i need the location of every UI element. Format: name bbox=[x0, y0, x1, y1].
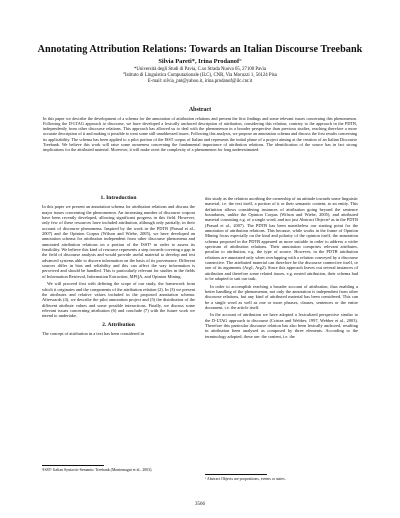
intro-paragraph-1: In this paper we present an annotation schema for attribution relations and discuss the major issues concerning the phenomenon. An increasing number of discourse corpora have been recently developed, allowing significant progress in this field. However, only few of these resources have included attribution, although only partially, in their account of discourse phenomena. Inspired by the work in the PDTB (Prasad et al., 2007) and the Opinion Corpus (Wilson and Wiebe, 2005), we have developed an annotation schema for attribution independent from other discourse phenomena and annotated attribution relations on a portion of the ISST¹ in order to assess its feasibility. We believe this kind of resource represents a step towards covering a gap in the field of discourse analysis and would provide useful material to develop and test advanced systems able to discern information on the basis of its provenance. Different sources differ in bias and reliability and this can affect the way information is perceived and should be handled. This is particularly relevant for studies in the fields of Information Retrieval, Information Extraction, MPQA, and Opinion Mining. bbox=[42, 204, 195, 279]
affiliation-1: *Università degli Studi di Pavia, C.so Strada Nuova 65, 27100 Pavia bbox=[133, 67, 267, 72]
attribution-paragraph-2: this study as the relation ascribing the ownership of an attitude towards some linguistic material, i.e. the text itself, a portion of it or their semantic content, to an entity. This definition allows considering instances of attribution going beyond the sentence boundaries, unlike the Opinion Corpus (Wilson and Wiebe, 2005), and attributed material consisting e.g. of a single word, and not just Abstract Objects² as in the PDTB (Prasad et al., 2007). The PDTB has been nonetheless our starting point for the annotation of attribution relations. This because, while works in the frame of Opinion Mining focus especially on the kind and polarity of the opinion itself, the annotation schema proposed in the PDTB appeared as more suitable in order to address a wider spectrum of attribution relations. Their annotation comprises relevant attributes, peculiar to attribution, e.g. the type of source. However, in the PDTB attribution relations are annotated only when overlapping with a relation conveyed by a discourse connective. The attributed material can therefore be the discourse connective itself, or one of its arguments (Arg1, Arg2). Since this approach leaves out several instances of attribution and therefore some related issues, e.g. nested attribution, their schema had to be adapted to suit our task. bbox=[205, 196, 358, 282]
abstract-text: In this paper we describe the development of a schema for the annotation of attribution relations and present the first findings and some relevant issues concerning this phenomenon. Following the D-LTAG approach to discourse, we have developed a lexically anchored description of attribution, considering this relation, contrary to the approach in the PDTB, independently from other discourse relations. This approach has allowed us to deal with the phenomenon in a broader perspective than previous studies, reaching therefore a more accurate description of it and making it possible to treat some still unaddressed issues. Following this analysis, we propose an annotation schema and discuss the first results concerning its applicability. The schema has been applied to a pilot portion of the ISST corpus of Italian and represents the initial phase of a project aiming at the creation of an Italian Discourse Treebank. We believe this work will raise some awareness concerning the fundamental importance of attribution relations. The identification of the source has in fact strong implications for the attributed material. Moreover, it will make overt the complexity of a phenomenon for long underestimated. bbox=[43, 116, 357, 152]
affiliation-2: °Istituto di Linguistica Computazionale (ILC), CNR, Via Moruzzi 1, 56124 Pisa bbox=[123, 73, 277, 78]
attribution-paragraph-4: In the account of attribution we have adopted a lexicalized perspective similar to the D-LTAG approach to discourse (Cristea and Webber, 1997, Webber et al., 2003). Therefore this particular discourse relation has also been lexically anchored, resulting in attribution been analysed as composed by three elements. According to the terminology adopted, these are: the content, i.e. the bbox=[205, 312, 358, 339]
attribution-paragraph-3: In order to accomplish reaching a broader account of attribution, thus enabling a better handling of the phenomenon, not only the annotation is independent from other discourse relations, but any kind of attributed material has been considered. This can be a single word as well as one or more phrases, clauses, sentences or the entire document, i.e. the article itself. bbox=[205, 283, 358, 310]
left-column bbox=[42, 196, 195, 338]
right-column bbox=[205, 196, 358, 341]
paper-authors: Silvia Pareti*, Irina Prodanof° bbox=[158, 58, 242, 65]
footnote-rule-left bbox=[42, 465, 104, 466]
attribution-paragraph-1: The concept of attribution in a text has been considered in bbox=[42, 330, 144, 336]
paper-title: Annotating Attribution Relations: Towards an Italian Discourse Treebank bbox=[37, 44, 363, 55]
abstract-heading: Abstract bbox=[188, 107, 212, 113]
author-email: E-mail: silvia_pnt@yahoo.it, irina.prodanof@ilc.cnr.it bbox=[147, 79, 253, 84]
page-number: 3566 bbox=[195, 502, 205, 507]
footnote-1: ¹ISST- Italian Syntactic-Semantic Treebank (Montemagni et al., 2003). bbox=[42, 468, 153, 472]
footnote-rule-right bbox=[205, 474, 267, 475]
section-1-heading: 1. Introduction bbox=[100, 195, 137, 201]
section-2-heading: 2. Attribution bbox=[102, 321, 135, 328]
footnote-2: ² Abstract Objects are propositions, events or states. bbox=[205, 477, 286, 481]
intro-paragraph-2: We will proceed first with defining the scope of our study, the framework from which it originates and the components of the attribution relation (2). In (3) we present the attributes and relative values included in the proposed annotation schema. Afterwards (4), we describe the pilot annotation project and (5) the distribution of the different attribute values and some possible interactions. Finally, we discuss some relevant issues concerning attribution (6) and conclude (7) with the future work we intend to undertake. bbox=[42, 281, 195, 319]
